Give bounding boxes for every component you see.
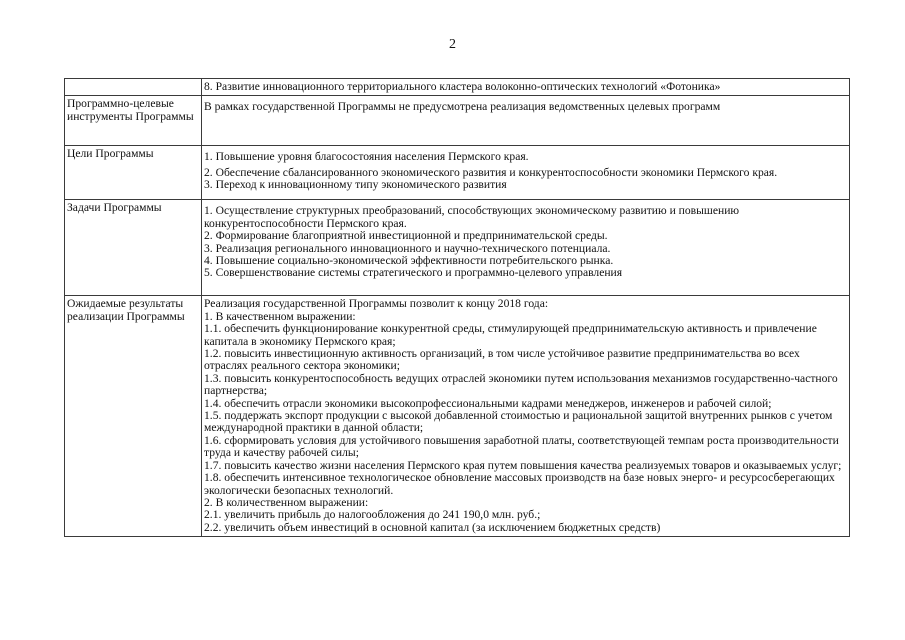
content-line: 2. Обеспечение сбалансированного экономического развития и конкурентоспособности экономики Пермского края.: [204, 165, 778, 179]
row-content: [202, 200, 850, 296]
program-passport-table: [64, 78, 850, 537]
content-line: 1. Повышение уровня благосостояния населения Пермского края.: [204, 150, 529, 164]
row-label: Задачи Программы: [65, 200, 202, 296]
table-row: [65, 296, 850, 537]
content-line: 8. Развитие инновационного территориального кластера волоконно-оптических технологий «Фотоника»: [204, 80, 721, 93]
row-label: Программно-целевые инструменты Программы: [65, 96, 202, 146]
row-content: [202, 146, 850, 200]
table-row: [65, 146, 850, 200]
content-line: 3. Реализация регионального инновационного и научно-технического потенциала.: [204, 241, 611, 255]
content-line: 1.2. повысить инвестиционную активность организаций, в том числе устойчивое развитие предпринимательства во всех отраслях реального сектора экономики;: [204, 347, 803, 373]
row-content: [202, 79, 850, 96]
row-label: Цели Программы: [65, 146, 202, 200]
table-row: [65, 96, 850, 146]
content-line: 1.1. обеспечить функционирование конкурентной среды, стимулирующей предпринимательскую активность и привлечение капитала в экономику Пермского края;: [204, 322, 820, 348]
page-number: 2: [449, 37, 456, 52]
content-line: 2.1. увеличить прибыль до налогообложения до 241 190,0 млн. руб.;: [204, 508, 541, 522]
content-line: 1.3. повысить конкурентоспособность ведущих отраслей экономики путем использования механизмов государственно-частного партнерства;: [204, 371, 841, 398]
row-label: [65, 79, 202, 96]
content-line: 1.4. обеспечить отрасли экономики высокопрофессиональными кадрами менеджеров, инженеров и рабочей силой;: [204, 396, 772, 410]
content-line: 2. Формирование благоприятной инвестиционной и предпринимательской среды.: [204, 229, 608, 243]
content-line: 2.2. увеличить объем инвестиций в основной капитал (за исключением бюджетных средств): [204, 520, 661, 534]
table-row: [65, 200, 850, 296]
content-line: 1.5. поддержать экспорт продукции с высокой добавленной стоимостью и рациональной защитой внутренних рынков с учетом международной практики в данной области;: [204, 409, 836, 435]
content-line: 1. В качественном выражении:: [204, 309, 356, 323]
content-line: 5. Совершенствование системы стратегического и программно-целевого управления: [204, 266, 623, 280]
row-content: [202, 96, 850, 146]
content-line: В рамках государственной Программы не предусмотрена реализация ведомственных целевых программ: [204, 100, 721, 114]
content-line: Реализация государственной Программы позволит к концу 2018 года:: [204, 297, 549, 311]
content-line: 2. В количественном выражении:: [204, 495, 369, 509]
content-line: 4. Повышение социально-экономической эффективности потребительского рынка.: [204, 254, 614, 268]
table-row: [65, 79, 850, 96]
content-line: 1. Осуществление структурных преобразований, способствующих экономическому развитию и повышению конкурентоспособности Пермского края.: [204, 204, 742, 230]
content-line: 1.7. повысить качество жизни населения Пермского края путем повышения качества реализуемых товаров и оказываемых услуг;: [204, 458, 842, 472]
content-line: 1.8. обеспечить интенсивное технологическое обновление массовых производств на базе новых энерго- и ресурсосберегающих экологически безопасных технологий.: [204, 471, 838, 497]
content-line: 1.6. сформировать условия для устойчивого повышения заработной платы, соответствующей темпам роста производительности труда и качеству рабочей силы;: [204, 433, 842, 460]
row-content: [202, 296, 850, 537]
content-line: 3. Переход к инновационному типу экономического развития: [204, 178, 507, 192]
row-label: Ожидаемые результаты реализации Программы: [65, 296, 202, 537]
